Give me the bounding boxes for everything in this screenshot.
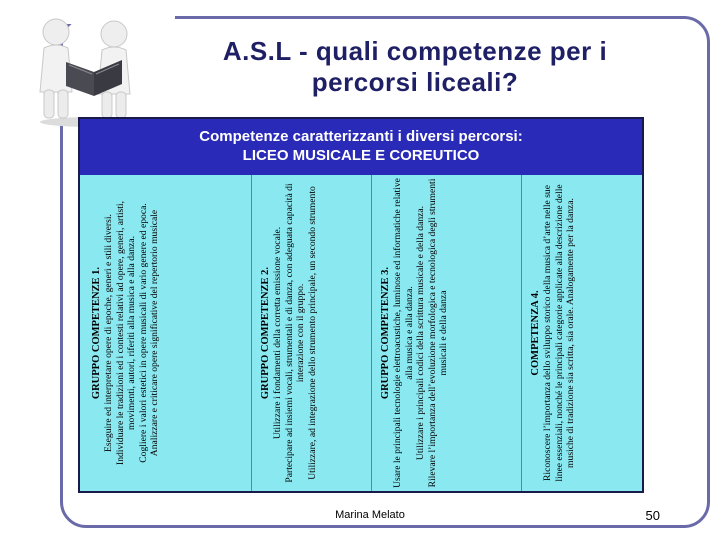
competence-line: Individuare le tradizioni ed i contesti relativi ad opere, generi, artisti, movimenti, autori, riferiti alla musica e alla danza. — [114, 201, 137, 465]
competence-line: Eseguire ed interpretare opere di epoche, generi e stili diversi. — [102, 214, 114, 452]
competence-line: Riconoscere l’importanza dello sviluppo storico della musica d’arte nelle sue linee essenziali, nonché le principali categorie applicate alla descrizione delle musiche di tradizione sia scritta, sia orale. Analogamente per la danza. — [542, 184, 577, 482]
table-header — [80, 119, 642, 175]
column-text — [91, 178, 241, 488]
table-header-line-2: LICEO MUSICALE E COREUTICO — [242, 147, 480, 164]
figure-reading-book-icon — [22, 12, 162, 128]
table-header-line-1: Competenze caratterizzanti i diversi percorsi: — [199, 128, 523, 145]
page-title: A.S.L - quali competenze per i percorsi liceali? — [222, 36, 608, 97]
group-title: GRUPPO COMPETENZE 1. — [90, 266, 102, 400]
page-number: 50 — [645, 508, 660, 523]
competences-table — [78, 117, 644, 493]
group-title: GRUPPO COMPETENZE 3. — [379, 266, 391, 400]
footer-author: Marina Melato — [335, 509, 405, 521]
column-text — [260, 178, 364, 488]
column-text — [380, 178, 514, 488]
competence-line: Analizzare e criticare opere significative del repertorio musicale — [148, 209, 160, 457]
column-group-1 — [80, 175, 252, 491]
column-group-4 — [522, 175, 642, 491]
competence-line: Usare le principali tecnologie elettroacustiche, luminose ed informatiche relative alla musica e alla danza. — [391, 178, 415, 488]
column-text — [530, 178, 634, 488]
competence-line: Utilizzare i fondamenti della corretta emissione vocale. — [271, 226, 283, 440]
competence-line: Rilevare l’importanza dell’evoluzione morfologica e tecnologica degli strumenti musicali e della danza — [426, 178, 449, 488]
competence-line: Cogliere i valori estetici in opere musicali di vario genere ed epoca. — [137, 203, 149, 463]
column-group-3 — [372, 175, 522, 491]
competence-line: Utilizzare, ad integrazione dello strumento principale, un secondo strumento — [306, 186, 318, 480]
competence-line: Utilizzare i principali codici della scrittura musicale e della danza. — [414, 205, 426, 461]
group-title: COMPETENZA 4. — [530, 290, 541, 376]
column-group-2 — [252, 175, 372, 491]
competence-line: Partecipare ad insiemi vocali, strumentali e di danza, con adeguata capacità di interazione con il gruppo. — [283, 183, 306, 483]
group-title: GRUPPO COMPETENZE 2. — [259, 266, 271, 400]
